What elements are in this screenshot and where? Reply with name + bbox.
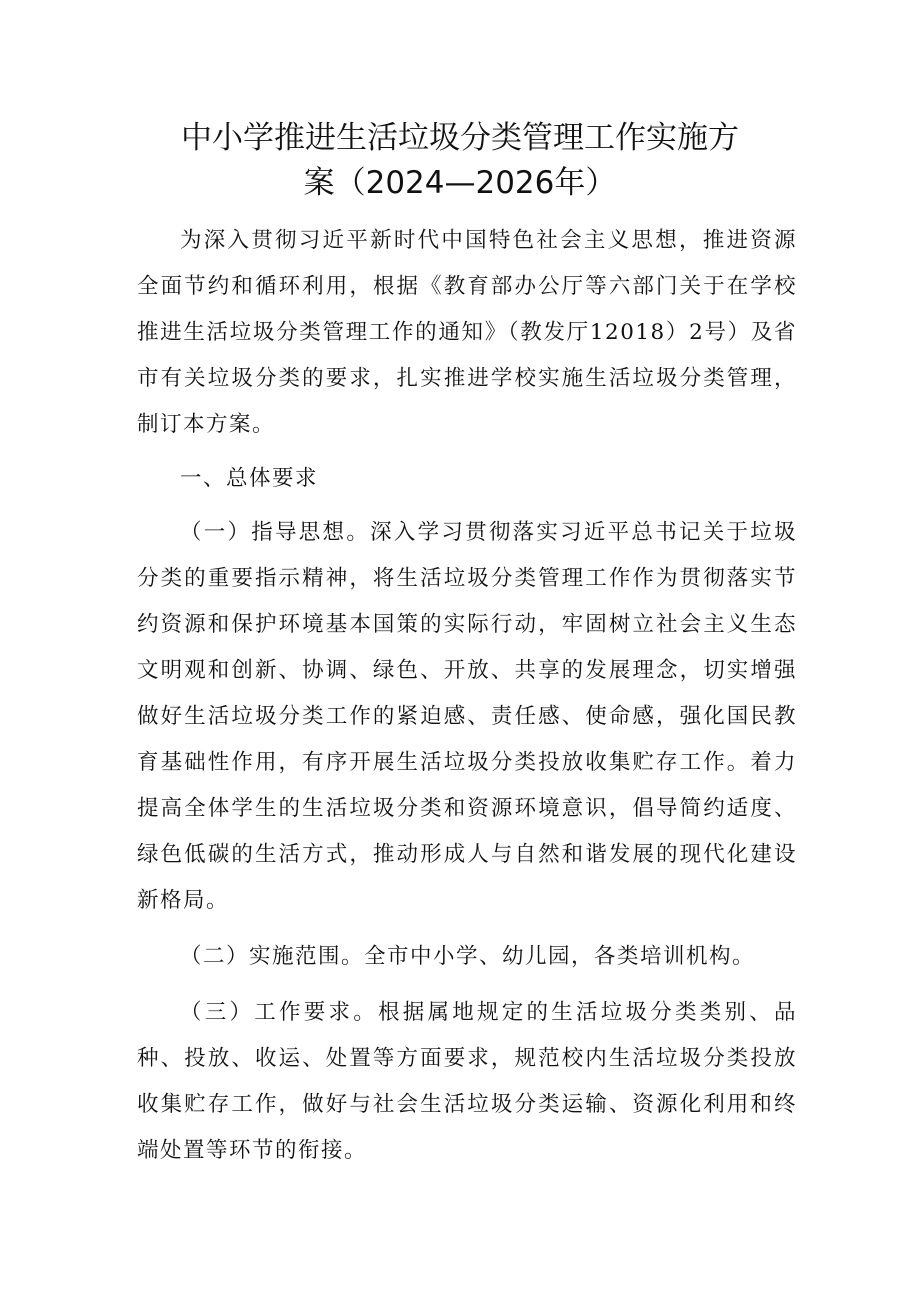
intro-paragraph: 为深入贯彻习近平新时代中国特色社会主义思想，推进资源全面节约和循环利用，根据《教育部办公厅等六部门关于在学校推进生活垃圾分类管理工作的通知》（教发厅12018）2号）及省市有关垃圾分类的要求，扎实推进学校实施生活垃圾分类管理，制订本方案。 xyxy=(137,228,797,437)
guiding-thought-paragraph: （一）指导思想。深入学习贯彻落实习近平总书记关于垃圾分类的重要指示精神，将生活垃圾分类管理工作作为贯彻落实节约资源和保护环境基本国策的实际行动，牢固树立社会主义生态文明观和创新、协调、绿色、开放、共享的发展理念，切实增强做好生活垃圾分类工作的紧迫感、责任感、使命感，强化国民教育基础性作用，有序开展生活垃圾分类投放收集贮存工作。着力提高全体学生的生活垃圾分类和资源环境意识，倡导简约适度、绿色低碳的生活方式，推动形成人与自然和谐发展的现代化建设新格局。 xyxy=(137,520,797,913)
document-title-line-2: 案（2024—2026年） xyxy=(303,165,617,201)
document-title-line-1: 中小学推进生活垃圾分类管理工作实施方 xyxy=(181,120,739,156)
work-requirements-paragraph: （三）工作要求。根据属地规定的生活垃圾分类类别、品种、投放、收运、处置等方面要求，规范校内生活垃圾分类投放收集贮存工作，做好与社会生活垃圾分类运输、资源化利用和终端处置等环节的衔接。 xyxy=(137,1000,797,1163)
section-heading-general-requirements: 一、总体要求 xyxy=(180,466,319,491)
implementation-scope-paragraph: （二）实施范围。全市中小学、幼儿园，各类培训机构。 xyxy=(180,944,756,969)
